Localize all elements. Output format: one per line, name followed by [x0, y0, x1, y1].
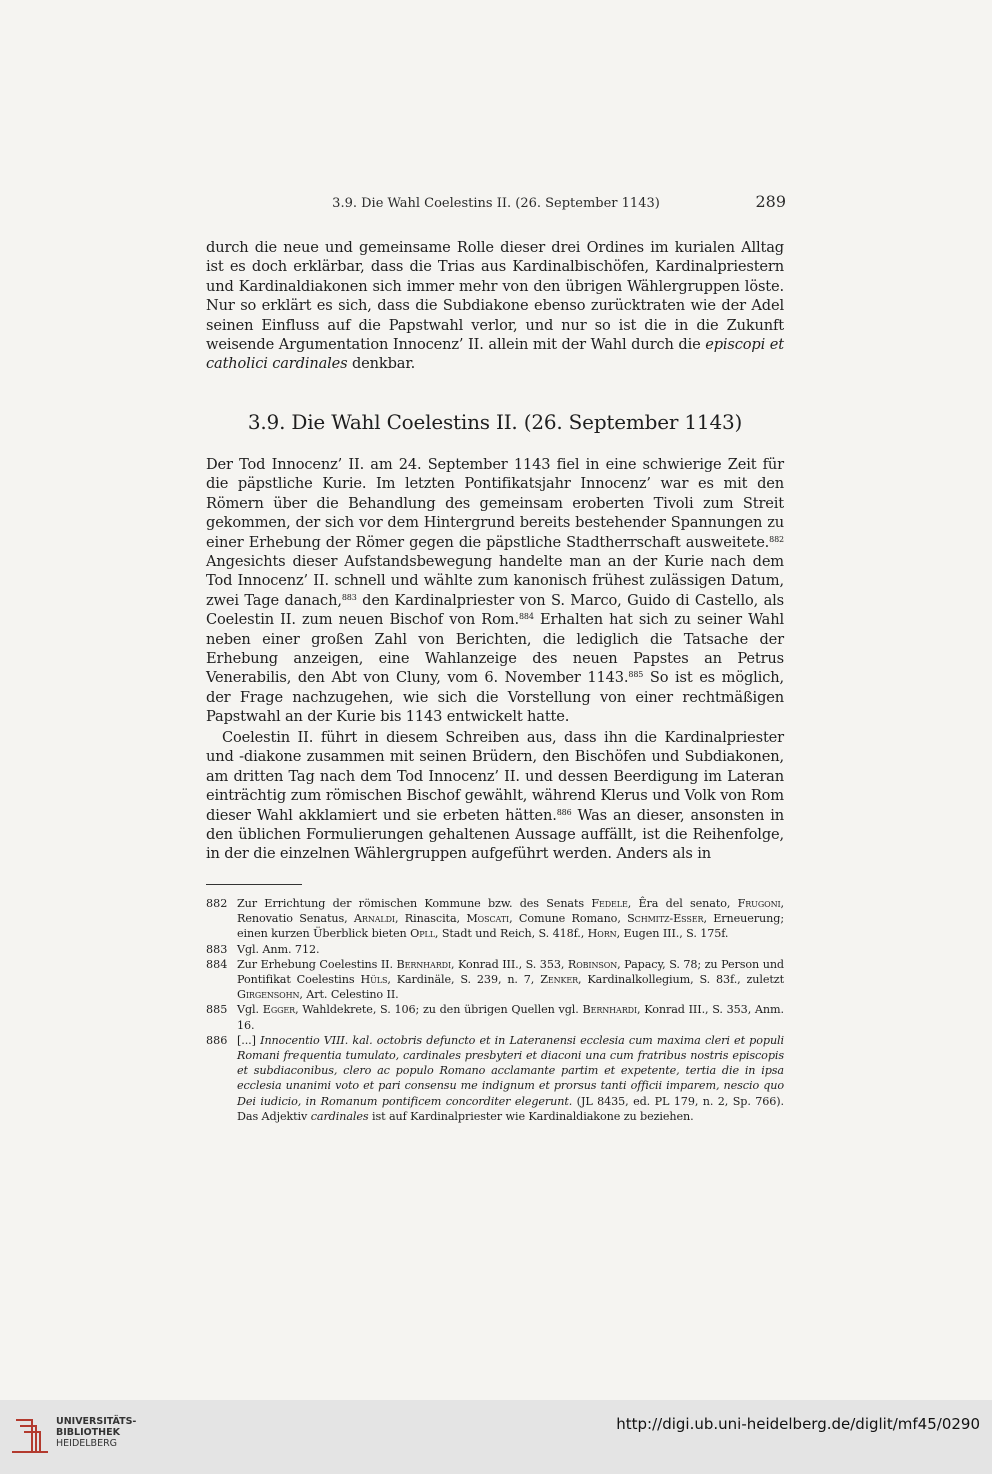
footnotes [206, 896, 784, 1124]
library-logo-icon[interactable] [10, 1412, 50, 1454]
footnote-884 [206, 957, 784, 1003]
text-span: denkbar. [347, 355, 416, 373]
footnote-ref-883[interactable]: 883 [341, 592, 357, 602]
footnote-885 [206, 1002, 784, 1032]
text-span: So ist es möglich, der Frage nachzugehen, wie sich die Vorstellung von einer rechtmäßigen Papstwahl an der Kurie bis 1143 entwickelt hatte. [206, 669, 784, 726]
footnote-text: Zur Erhebung Coelestins II. Bernhardi, Konrad III., S. 353, Robinson, Papacy, S. 78; zu Person und Pontifikat Coelestins Hüls, Kardinäle, S. 239, n. 7, Zenker, Kardinalkollegium, S. 83f., zuletzt Girgensohn, Art. Celestino II. [237, 957, 784, 1002]
footnote-number: 884 [206, 957, 228, 971]
footnote-number: 885 [206, 1003, 228, 1017]
running-title: 3.9. Die Wahl Coelestins II. (26. September 1143) [332, 196, 660, 211]
paragraph-intro [206, 238, 784, 374]
viewer-footer [0, 1400, 992, 1474]
text-span: Erhalten hat sich zu seiner Wahl neben einer großen Zahl von Berichten, die lediglich die Tatsache der Erhebung anzeigen, eine Wahlanzeige des neuen Papstes an Petrus Venerabilis, den Abt von Cluny, vom 6. November 1143. [206, 611, 784, 687]
footnote-ref-882[interactable]: 882 [769, 534, 784, 544]
footnote-divider [206, 884, 302, 885]
footnote-ref-884[interactable]: 884 [518, 612, 534, 622]
footnote-883 [206, 942, 784, 957]
footnote-text: Zur Errichtung der römischen Kommune bzw. des Senats Fedele, Êra del senato, Frugoni, Renovatio Senatus, Arnaldi, Rinascita, Moscati, Comune Romano, Schmitz-Esser, Erneuerung; einen kurzen Überblick bieten Opll, Stadt und Reich, S. 418f., Horn, Eugen III., S. 175f. [237, 897, 784, 941]
text-span: Coelestin II. führt in diesem Schreiben aus, dass ihn die Kardinalpriester und -diakone zusammen mit seinen Brüdern, den Bischöfen und Subdiakonen, am dritten Tag nach dem Tod Innocenz’ II. und dessen Beerdigung im Lateran einträchtig zum römischen Bischof gewählt, während Klerus und Volk von Rom dieser Wahl akklamiert und sie erbeten hätten. [206, 729, 784, 824]
permalink-url[interactable]: http://digi.ub.uni-heidelberg.de/diglit/mf45/0290 [616, 1415, 980, 1433]
footnote-882 [206, 896, 784, 942]
footnote-ref-885[interactable]: 885 [628, 670, 644, 680]
logo-line: HEIDELBERG [56, 1438, 118, 1449]
running-head [206, 192, 786, 211]
footnote-number: 882 [206, 897, 228, 910]
paragraph-main [206, 455, 784, 727]
footnote-ref-886[interactable]: 886 [556, 807, 572, 817]
paragraph-second [206, 728, 784, 864]
page-number: 289 [755, 192, 786, 211]
italic-span: episcopi et catholici cardinales [206, 336, 784, 373]
footnote-number: 883 [206, 942, 228, 956]
footnote-886 [206, 1033, 784, 1124]
text-span: Angesichts dieser Aufstandsbewegung handelte man an der Kurie nach dem Tod Innocenz’ II. schnell und wählte zum kanonisch frühest zulässigen Datum, zwei Tage danach, [206, 553, 784, 609]
text-span: Der Tod Innocenz’ II. am 24. September 1143 fiel in eine schwierige Zeit für die päpstliche Kurie. Im letzten Pontifikatsjahr Innocenz’ war es mit den Römern über die Behandlung des gemeinsam eroberten Tivoli zum Streit gekommen, der sich vor dem Hintergrund bereits bestehender Spannungen zu einer Erhebung der Römer gegen die päpstliche Stadtherrschaft ausweitete. [206, 456, 784, 551]
footnote-text: Vgl. Egger, Wahldekrete, S. 106; zu den übrigen Quellen vgl. Bernhardi, Konrad III., S. 353, Anm. 16. [237, 1003, 784, 1032]
section-title: 3.9. Die Wahl Coelestins II. (26. September 1143) [247, 410, 743, 434]
text-span: Was an dieser, ansonsten in den üblichen Formulierungen gehaltenen Aussage auffällt, ist die Reihenfolge, in der die einzelnen Wählergruppen aufgeführt werden. Anders als in [206, 806, 784, 863]
logo-line: BIBLIOTHEK [56, 1427, 120, 1438]
logo-line: UNIVERSITÄTS- [56, 1416, 137, 1427]
library-name [56, 1416, 136, 1449]
footnote-number: 886 [206, 1033, 228, 1047]
text-span: den Kardinalpriester von S. Marco, Guido di Castello, als Coelestin II. zum neuen Bischof von Rom. [206, 591, 784, 629]
footnote-text: [...] Innocentio VIII. kal. octobris defuncto et in Lateranensi ecclesia cum maxima cleri et populi Romani frequentia tumulato, cardinales presbyteri et diaconi una cum fratribus nostris episcopis et subdiaconibus, clero ac populo Romano acclamante partim et expetente, tertia die in ipsa ecclesia unanimi voto et pari consensu me indignum et prorsus tanti officii imparem, nescio quo Dei iudicio, in Romanum pontificem concorditer elegerunt. (JL 8435, ed. PL 179, n. 2, Sp. 766). Das Adjektiv cardinales ist auf Kardinalpriester wie Kardinaldiakone zu beziehen. [237, 1033, 785, 1123]
text-span: durch die neue und gemeinsame Rolle dieser drei Ordines im kurialen Alltag ist es doch erklärbar, dass die Trias aus Kardinalbischöfen, Kardinalpriestern und Kardinaldiakonen sich immer mehr von den übrigen Wählergruppen löste. Nur so erklärt es sich, dass die Subdiakone ebenso zurücktraten wie der Adel seinen Einfluss auf die Papstwahl verlor, und nur so ist die in die Zukunft weisende Argumentation Innocenz’ II. allein mit der Wahl durch die [206, 239, 784, 354]
footnote-text: Vgl. Anm. 712. [237, 942, 320, 956]
